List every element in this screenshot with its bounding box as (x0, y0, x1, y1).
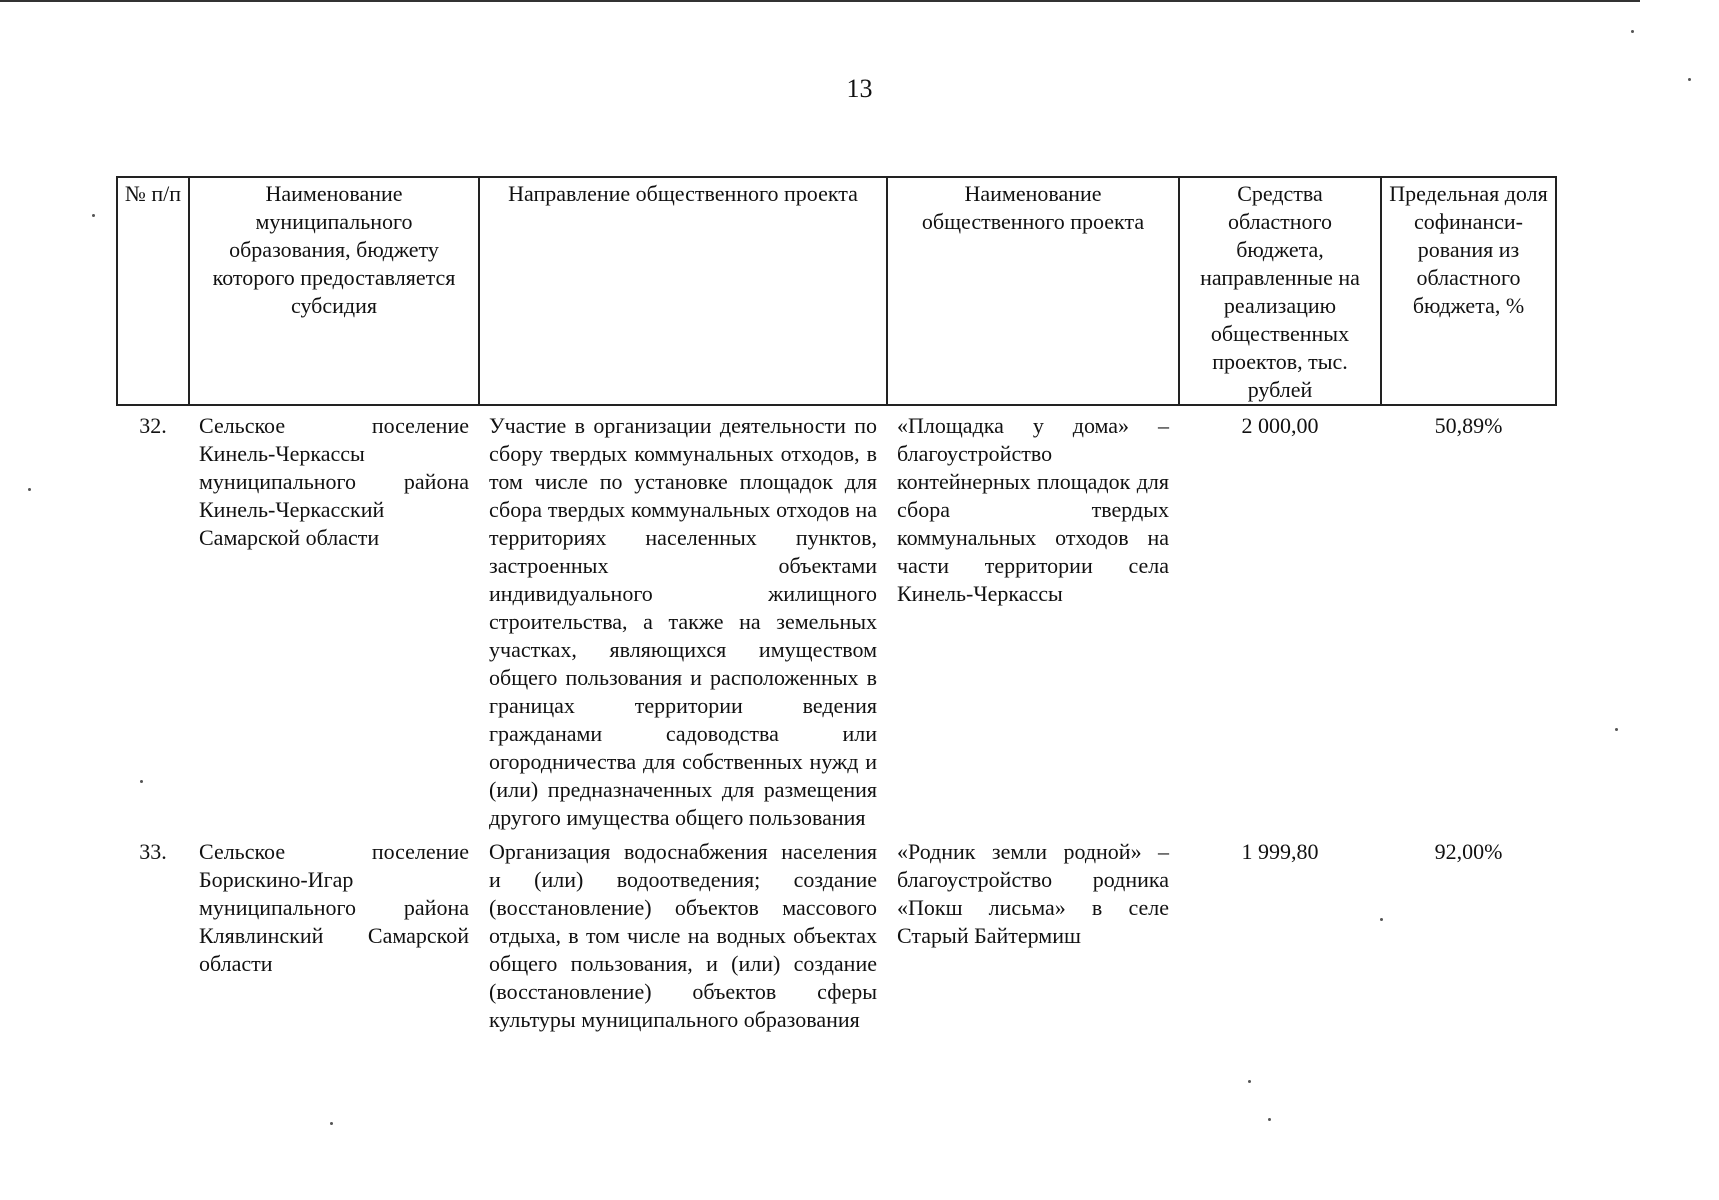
page-number: 13 (846, 74, 873, 103)
table-row (117, 832, 1556, 1034)
row-num: 33. (139, 839, 167, 864)
header-row (117, 177, 1556, 405)
subsidy-table (116, 176, 1557, 1034)
table-body (117, 405, 1556, 1034)
header-funds: Средства областного бюджета, направленные на реализацию общественных проектов, тыс. рублей (1179, 177, 1381, 405)
scan-speck (92, 214, 95, 217)
row-municipality: Сельское поселение Борискино-Игар муниципального района Клявлинский Самарской области (199, 839, 469, 976)
row-funds: 2 000,00 (1241, 413, 1319, 438)
row-direction: Участие в организации деятельности по сбору твердых коммунальных отходов, в том числе по установке площадок для сбора твердых коммунальных отходов на территориях населенных пунктов, застроенных объектами индивидуального жилищного строительства, а также на земельных участках, являющихся имуществом общего пользования и расположенных в границах территории ведения гражданами садоводства или огородничества для собственных нужд и (или) предназначенных для размещения другого имущества общего пользования (489, 413, 877, 830)
row-project: «Площадка у дома» – благоустройство контейнерных площадок для сбора твердых коммунальных отходов на части территории села Кинель-Черкассы (897, 413, 1169, 606)
row-share: 50,89% (1434, 413, 1503, 438)
header-municipality: Наименование муниципального образования, бюджету которого предоставляется субсидия (189, 177, 479, 405)
row-municipality: Сельское поселение Кинель-Черкассы муниципального района Кинель-Черкасский Самарской области (199, 413, 469, 550)
row-share: 92,00% (1434, 839, 1503, 864)
scan-speck (28, 488, 31, 491)
scan-speck (1248, 1080, 1251, 1083)
row-num: 32. (139, 413, 167, 438)
row-funds: 1 999,80 (1241, 839, 1319, 864)
header-project: Наименование общественного проекта (887, 177, 1179, 405)
table-header (117, 177, 1556, 405)
scan-speck (330, 1122, 333, 1125)
row-direction: Организация водоснабжения населения и (или) водоотведения; создание (восстановление) объектов массового отдыха, в том числе на водных объектах общего пользования, и (или) создание (восстановление) объектов сферы культуры муниципального образования (489, 839, 877, 1032)
header-share: Предельная доля софинанси-рования из областного бюджета, % (1381, 177, 1556, 405)
top-scan-edge (0, 0, 1640, 2)
row-project: «Родник земли родной» – благоустройство родника «Покш лисьма» в селе Старый Байтермиш (897, 839, 1169, 948)
scan-speck (1615, 728, 1618, 731)
header-num: № п/п (117, 177, 189, 405)
scan-speck (1631, 30, 1634, 33)
scan-speck (1688, 78, 1691, 81)
scan-speck (1268, 1118, 1271, 1121)
table-row (117, 405, 1556, 832)
header-direction: Направление общественного проекта (479, 177, 887, 405)
